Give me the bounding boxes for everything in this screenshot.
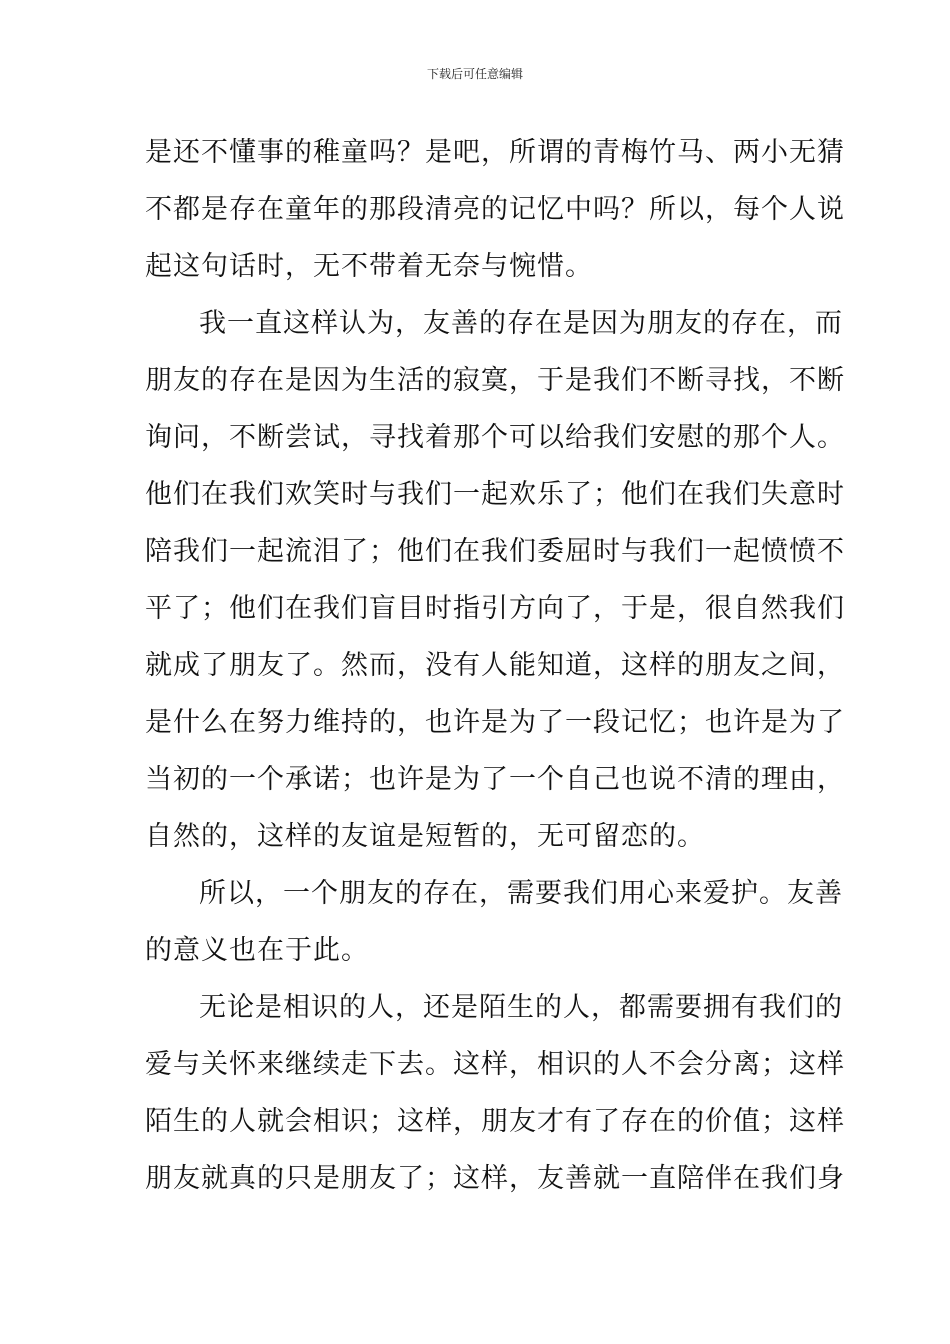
text-line: 当初的一个承诺；也许是为了一个自己也说不清的理由，	[145, 764, 845, 795]
text-line: 陪我们一起流泪了；他们在我们委屈时与我们一起愤愤不	[145, 536, 845, 567]
text-line: 是什么在努力维持的，也许是为了一段记忆；也许是为了	[145, 707, 845, 738]
text-line: 就成了朋友了。然而，没有人能知道，这样的朋友之间，	[145, 650, 845, 681]
text-line: 的意义也在于此。	[145, 935, 369, 966]
paragraph-first-line: 无论是相识的人，还是陌生的人，都需要拥有我们的	[199, 992, 843, 1023]
text-line: 陌生的人就会相识；这样，朋友才有了存在的价值；这样	[145, 1106, 845, 1137]
text-line: 起这句话时，无不带着无奈与惋惜。	[145, 251, 593, 282]
text-line: 朋友就真的只是朋友了；这样，友善就一直陪伴在我们身	[145, 1163, 845, 1194]
paragraph-first-line: 我一直这样认为，友善的存在是因为朋友的存在，而	[199, 308, 843, 339]
text-line: 平了；他们在我们盲目时指引方向了，于是，很自然我们	[145, 593, 845, 624]
text-line: 不都是存在童年的那段清亮的记忆中吗？所以，每个人说	[145, 194, 845, 225]
paragraph-first-line: 所以，一个朋友的存在，需要我们用心来爱护。友善	[199, 878, 843, 909]
document-body	[145, 124, 845, 1207]
text-line: 他们在我们欢笑时与我们一起欢乐了；他们在我们失意时	[145, 479, 845, 510]
text-line: 自然的，这样的友谊是短暂的，无可留恋的。	[145, 821, 705, 852]
text-line: 是还不懂事的稚童吗？是吧，所谓的青梅竹马、两小无猜	[145, 137, 845, 168]
text-line: 朋友的存在是因为生活的寂寞，于是我们不断寻找，不断	[145, 365, 845, 396]
text-line: 爱与关怀来继续走下去。这样，相识的人不会分离；这样	[145, 1049, 845, 1080]
page-header: 下载后可任意编辑	[426, 67, 523, 81]
text-line: 询问，不断尝试，寻找着那个可以给我们安慰的那个人。	[145, 422, 845, 453]
